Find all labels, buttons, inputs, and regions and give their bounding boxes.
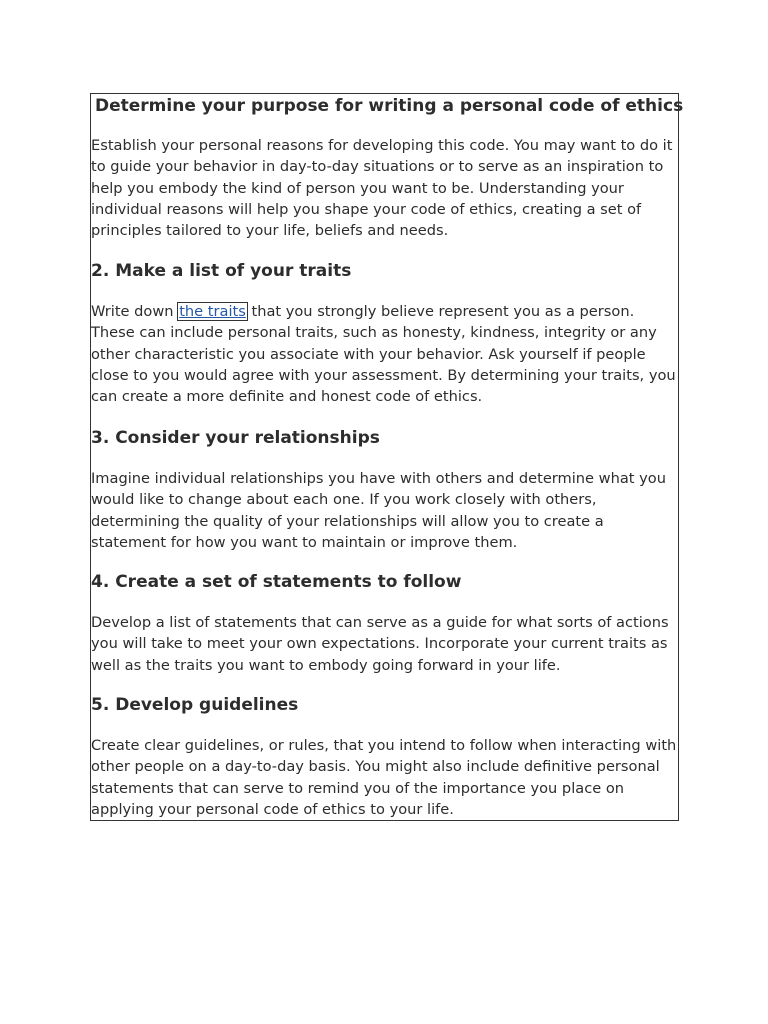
article-content-box — [90, 93, 684, 821]
the-traits-link[interactable]: the traits — [179, 303, 246, 320]
section-body-relationships: Imagine individual relationships you have with others and determine what you would like to change about each one. If you work closely with others, determining the quality of your relationships will allow you to create a statement for how you want to maintain or improve them. — [91, 470, 666, 551]
traits-body-end: that you strongly believe represent you as a person. These can include personal traits, such as honesty, kindness, integrity or any other characteristic you associate with your behavior. Ask yourself if people close to you would agree with your assessment. By determining your traits, you can create a more definite and honest code of ethics. — [91, 303, 676, 406]
section-heading-traits: 2. Make a list of your traits — [91, 261, 352, 281]
traits-body-start: Write down — [91, 303, 179, 320]
section-heading-guidelines: 5. Develop guidelines — [91, 695, 299, 715]
section-heading-purpose: Determine your purpose for writing a personal code of ethics — [95, 96, 684, 116]
section-body-guidelines: Create clear guidelines, or rules, that you intend to follow when interacting with other people on a day-to-day basis. You might also include definitive personal statements that can serve to remind you of the importance you place on applying your personal code of ethics to your life. — [91, 737, 677, 818]
section-body-purpose: Establish your personal reasons for developing this code. You may want to do it to guide your behavior in day-to-day situations or to serve as an inspiration to help you embody the kind of person you want to be. Understanding your individual reasons will help you shape your code of ethics, creating a set of principles tailored to your life, beliefs and needs. — [91, 137, 673, 240]
section-heading-statements: 4. Create a set of statements to follow — [91, 572, 462, 592]
section-heading-relationships: 3. Consider your relationships — [91, 428, 380, 448]
section-body-statements: Develop a list of statements that can serve as a guide for what sorts of actions you will take to meet your own expectations. Incorporate your current traits as well as the traits you want to embody going forward in your life. — [91, 614, 669, 674]
section-body-traits — [91, 301, 681, 407]
